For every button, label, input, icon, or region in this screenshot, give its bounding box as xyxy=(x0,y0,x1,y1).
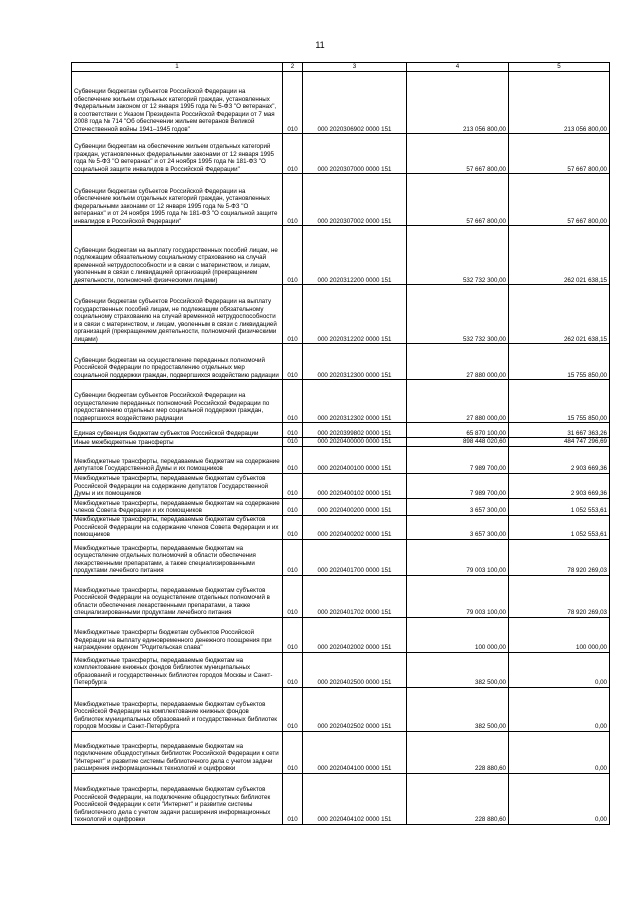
row-fact-amount: 31 667 363,26 xyxy=(509,423,610,438)
row-name xyxy=(72,380,283,423)
row-code: 010 xyxy=(283,446,303,473)
row-name-text: Межбюджетные трансферты, передаваемые бюджетам субъектов Российской Федерации, на подключение общедоступных библиотек Российской Федерации к сети "Интернет" и развитие системы библиотечного дела с учетом задачи расширения информационных технологий и оцифровки xyxy=(74,786,271,823)
table-row xyxy=(72,575,610,617)
row-fact-amount: 2 903 669,36 xyxy=(509,473,610,498)
page-number: 11 xyxy=(315,40,325,50)
row-name xyxy=(72,652,283,687)
row-plan-amount: 7 989 700,00 xyxy=(407,473,509,498)
row-fact-amount: 15 755 850,00 xyxy=(509,344,610,380)
row-budget-code: 000 2020400200 0000 151 xyxy=(303,498,407,515)
row-plan-amount: 79 003 100,00 xyxy=(407,575,509,617)
row-name xyxy=(72,285,283,344)
row-budget-code: 000 2020307002 0000 151 xyxy=(303,174,407,226)
row-name-text: Межбюджетные трансферты, передаваемые бюджетам субъектов Российской Федерации на содержание членов Совета Федерации и их помощников xyxy=(74,516,279,538)
row-code: 010 xyxy=(283,380,303,423)
row-code: 010 xyxy=(283,773,303,824)
row-plan-amount: 27 880 000,00 xyxy=(407,344,509,380)
row-name xyxy=(72,226,283,285)
row-fact-amount: 0,00 xyxy=(509,652,610,687)
row-name xyxy=(72,617,283,652)
table-row xyxy=(72,423,610,438)
row-budget-code: 000 2020400202 0000 151 xyxy=(303,515,407,539)
row-name xyxy=(72,134,283,174)
row-fact-amount: 100 000,00 xyxy=(509,617,610,652)
row-plan-amount: 7 989 700,00 xyxy=(407,446,509,473)
row-code: 010 xyxy=(283,617,303,652)
row-code: 010 xyxy=(283,473,303,498)
table-row xyxy=(72,617,610,652)
column-header: 2 xyxy=(283,63,303,72)
row-fact-amount: 262 021 638,15 xyxy=(509,285,610,344)
row-fact-amount: 78 920 269,03 xyxy=(509,575,610,617)
row-name xyxy=(72,344,283,380)
row-code: 010 xyxy=(283,731,303,773)
row-budget-code: 000 2020307000 0000 151 xyxy=(303,134,407,174)
row-name-text: Субвенции бюджетам субъектов Российской Федерации на обеспечение жильем отдельных категорий граждан, установленных Федеральным законом от 12 января 1995 года № 5-ФЗ "О ветеранах", в соответствии с Указом Президента Российской Федерации от 7 мая 2008 года № 714 "Об обеспечении жильем ветеранов Великой Отечественной войны 1941–1945 годов" xyxy=(74,88,277,133)
row-name-text: Межбюджетные трансферты, передаваемые бюджетам субъектов Российской Федерации на осуществление отдельных полномочий в области обеспечения лекарственными препаратами, а также специализированными продуктами лечебного питания xyxy=(74,586,270,616)
row-plan-amount: 532 732 300,00 xyxy=(407,226,509,285)
row-budget-code: 000 2020312302 0000 151 xyxy=(303,380,407,423)
row-plan-amount: 213 056 800,00 xyxy=(407,72,509,134)
table-row xyxy=(72,687,610,731)
table-row xyxy=(72,344,610,380)
row-plan-amount: 382 500,00 xyxy=(407,687,509,731)
row-name-text: Межбюджетные трансферты, передаваемые бюджетам на содержание членов Совета Федерации и их помощников xyxy=(74,499,280,514)
row-budget-code: 000 2020312200 0000 151 xyxy=(303,226,407,285)
budget-table xyxy=(71,62,610,825)
row-name xyxy=(72,731,283,773)
row-code: 010 xyxy=(283,285,303,344)
row-budget-code: 000 2020400000 0000 151 xyxy=(303,438,407,447)
row-name-text: Субвенции бюджетам на выплату государственных пособий лицам, не подлежащим обязательному социальному страхованию на случай временной нетрудоспособности и в связи с материнством, и лицам, уволенным в связи с ликвидацией организаций (прекращением деятельности, полномочий физическими лицами) xyxy=(74,246,278,284)
row-name-text: Межбюджетные трансферты, передаваемые бюджетам субъектов Российской Федерации на содержание депутатов Государственной Думы и их помощников xyxy=(74,475,269,497)
row-plan-amount: 228 880,60 xyxy=(407,731,509,773)
row-budget-code: 000 2020404102 0000 151 xyxy=(303,773,407,824)
row-code: 010 xyxy=(283,438,303,447)
row-budget-code: 000 2020400100 0000 151 xyxy=(303,446,407,473)
table-row xyxy=(72,174,610,226)
row-fact-amount: 262 021 638,15 xyxy=(509,226,610,285)
table-row xyxy=(72,285,610,344)
row-fact-amount: 0,00 xyxy=(509,773,610,824)
row-plan-amount: 57 667 800,00 xyxy=(407,174,509,226)
table-row xyxy=(72,498,610,515)
row-budget-code: 000 2020312300 0000 151 xyxy=(303,344,407,380)
row-plan-amount: 3 657 300,00 xyxy=(407,515,509,539)
row-name-text: Межбюджетные трансферты, передаваемые бюджетам на подключение общедоступных библиотек Российской Федерации к сети "Интернет" и развитие системы библиотечного дела с учетом задачи расширения информационных технологий и оцифровки xyxy=(74,742,279,772)
row-name xyxy=(72,539,283,575)
column-header: 3 xyxy=(303,63,407,72)
row-code: 010 xyxy=(283,174,303,226)
row-name-text: Межбюджетные трансферты, передаваемые бюджетам субъектов Российской Федерации на комплектование книжных фондов библиотек муниципальных образований и государственных библиотек городов Москвы и Санкт-Петербурга xyxy=(74,700,278,730)
row-code: 010 xyxy=(283,687,303,731)
column-header: 1 xyxy=(72,63,283,72)
table-row xyxy=(72,515,610,539)
table-row xyxy=(72,226,610,285)
row-name-text: Субвенции бюджетам субъектов Российской Федерации на обеспечение жильем отдельных категорий граждан, установленных федеральными законами от 12 января 1995 года № 5-ФЗ "О ветеранах" и от 24 ноября 1995 года № 181-ФЗ "О социальной защите инвалидов в Российской Федерации" xyxy=(74,187,278,225)
table-row xyxy=(72,134,610,174)
row-name-text: Единая субвенция бюджетам субъектов Российской Федерации xyxy=(74,429,259,437)
row-name xyxy=(72,773,283,824)
row-name xyxy=(72,498,283,515)
row-code: 010 xyxy=(283,539,303,575)
table-row xyxy=(72,773,610,824)
row-code: 010 xyxy=(283,344,303,380)
row-name-text: Субвенции бюджетам на обеспечение жильем отдельных категорий граждан, установленных федеральными законами от 12 января 1995 года № 5-ФЗ "О ветеранах" и от 24 ноября 1995 года № 181-ФЗ "О социальной защите инвалидов в Российской Федерации" xyxy=(74,143,274,173)
row-budget-code: 000 2020402500 0000 151 xyxy=(303,652,407,687)
row-name xyxy=(72,575,283,617)
row-budget-code: 000 2020312202 0000 151 xyxy=(303,285,407,344)
column-header: 5 xyxy=(509,63,610,72)
row-budget-code: 000 2020401700 0000 151 xyxy=(303,539,407,575)
row-code: 010 xyxy=(283,652,303,687)
row-code: 010 xyxy=(283,134,303,174)
row-plan-amount: 100 000,00 xyxy=(407,617,509,652)
row-name xyxy=(72,423,283,438)
row-name xyxy=(72,446,283,473)
row-code: 010 xyxy=(283,226,303,285)
row-name xyxy=(72,515,283,539)
row-fact-amount: 0,00 xyxy=(509,687,610,731)
row-name xyxy=(72,438,283,447)
table-row xyxy=(72,473,610,498)
row-budget-code: 000 2020400102 0000 151 xyxy=(303,473,407,498)
row-code: 010 xyxy=(283,498,303,515)
row-plan-amount: 228 880,60 xyxy=(407,773,509,824)
row-budget-code: 000 2020404100 0000 151 xyxy=(303,731,407,773)
row-fact-amount: 484 747 296,69 xyxy=(509,438,610,447)
row-name-text: Субвенции бюджетам субъектов Российской Федерации на осуществление переданных полномочий Российской Федерации по предоставлению отдельных мер социальной поддержки граждан, подвергшихся воздействию радиации xyxy=(74,392,270,422)
row-name xyxy=(72,72,283,134)
row-code: 010 xyxy=(283,423,303,438)
row-name-text: Межбюджетные трансферты бюджетам субъектов Российской Федерации на выплату единовременного денежного поощрения при награждении орденом "Родительская слава" xyxy=(74,629,272,651)
row-budget-code: 000 2020402502 0000 151 xyxy=(303,687,407,731)
row-budget-code: 000 2020399802 0000 151 xyxy=(303,423,407,438)
row-fact-amount: 2 903 669,36 xyxy=(509,446,610,473)
table-row xyxy=(72,539,610,575)
row-plan-amount: 898 448 020,60 xyxy=(407,438,509,447)
table-row xyxy=(72,731,610,773)
row-name-text: Межбюджетные трансферты, передаваемые бюджетам на осуществление отдельных полномочий в области обеспечения лекарственными препаратами, а также специализированными продуктами лечебного питания xyxy=(74,544,256,574)
row-code: 010 xyxy=(283,515,303,539)
row-fact-amount: 213 056 800,00 xyxy=(509,72,610,134)
row-name xyxy=(72,174,283,226)
row-plan-amount: 65 870 100,00 xyxy=(407,423,509,438)
row-budget-code: 000 2020402002 0000 151 xyxy=(303,617,407,652)
row-plan-amount: 382 500,00 xyxy=(407,652,509,687)
row-name-text: Субвенции бюджетам на осуществление переданных полномочий Российской Федерации по предоставлению отдельных мер социальной поддержки граждан, подвергшихся воздействию радиации xyxy=(74,356,279,379)
row-plan-amount: 79 003 100,00 xyxy=(407,539,509,575)
row-plan-amount: 3 657 300,00 xyxy=(407,498,509,515)
row-name-text: Межбюджетные трансферты, передаваемые бюджетам на комплектование книжных фондов библиотек муниципальных образований и государственных библиотек городов Москвы и Санкт-Петербурга xyxy=(74,656,273,686)
row-budget-code: 000 2020306902 0000 151 xyxy=(303,72,407,134)
table-row xyxy=(72,380,610,423)
row-fact-amount: 1 052 553,61 xyxy=(509,498,610,515)
row-plan-amount: 532 732 300,00 xyxy=(407,285,509,344)
row-name xyxy=(72,687,283,731)
row-fact-amount: 1 052 553,61 xyxy=(509,515,610,539)
row-fact-amount: 57 667 800,00 xyxy=(509,174,610,226)
row-code: 010 xyxy=(283,72,303,134)
table-row xyxy=(72,438,610,447)
row-name xyxy=(72,473,283,498)
table-row xyxy=(72,72,610,134)
row-plan-amount: 27 880 000,00 xyxy=(407,380,509,423)
row-name-text: Межбюджетные трансферты, передаваемые бюджетам на содержание депутатов Государственной Думы и их помощников xyxy=(74,457,280,472)
row-fact-amount: 15 755 850,00 xyxy=(509,380,610,423)
row-code: 010 xyxy=(283,575,303,617)
table-row xyxy=(72,652,610,687)
row-fact-amount: 78 920 269,03 xyxy=(509,539,610,575)
row-plan-amount: 57 667 800,00 xyxy=(407,134,509,174)
row-name-text: Иные межбюджетные трансферты xyxy=(74,438,174,446)
row-fact-amount: 0,00 xyxy=(509,731,610,773)
row-name-text: Субвенции бюджетам субъектов Российской Федерации на выплату государственных пособий лицам, не подлежащим обязательному социальному страхованию на случай временной нетрудоспособности и в связи с материнством, и лицам, уволенным в связи с ликвидацией организаций (прекращением деятельности, полномочий физическими лицами) xyxy=(74,298,277,343)
column-header: 4 xyxy=(407,63,509,72)
row-budget-code: 000 2020401702 0000 151 xyxy=(303,575,407,617)
table-row xyxy=(72,446,610,473)
table-header-row xyxy=(72,63,610,72)
row-fact-amount: 57 667 800,00 xyxy=(509,134,610,174)
